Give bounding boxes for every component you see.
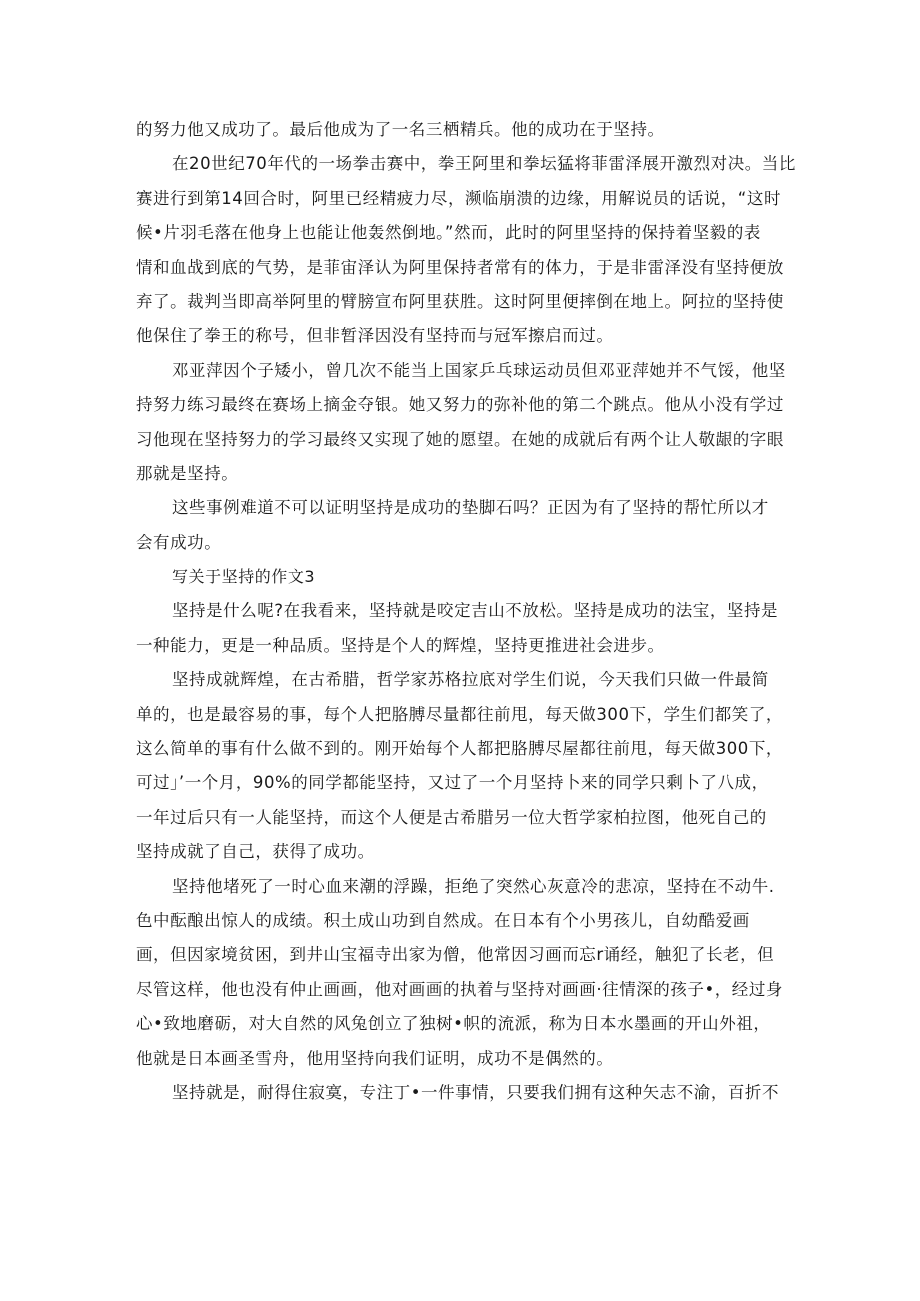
- text-line: 弃了。裁判当即高举阿里的臂膀宣布阿里获胜。这时阿里便摔倒在地上。阿拉的坚持使: [136, 291, 784, 311]
- text-line: 一年过后只有一人能坚持，而这个人便是古希腊另一位大哲学家柏拉图，他死自己的: [136, 807, 767, 827]
- text-line: 他保住了拳王的称号，但非暂泽因没有坚持而与冠军擦启而过。: [136, 326, 614, 346]
- text-line: 他就是日本画圣雪舟，他用坚持向我们证明，成功不是偶然的。: [136, 1048, 614, 1068]
- text-line: 一种能力，更是一种品质。坚持是个人的辉煌，坚持更推进社会进步。: [136, 635, 665, 655]
- text-line: 的努力他又成功了。最后他成为了一名三栖精兵。他的成功在于坚持。: [136, 120, 665, 139]
- text-line: 会有成功。: [136, 532, 222, 552]
- text-line: 单的，也是最容易的事，每个人把胳膊尽量都往前甩，每天做300下，学生们都笑了，: [136, 704, 783, 724]
- text-line: 画，但因家境贫困，到井山宝福寺出家为僧，他常因习画而忘r诵经，触犯了长老，但: [136, 945, 775, 965]
- text-line: 候•片羽毛落在他身上也能让他轰然倒地。”然而，此时的阿里坚持的保持着坚毅的表: [136, 223, 761, 243]
- text-line: 这些事例难道不可以证明坚持是成功的垫脚石吗？正因为有了坚持的帮忙所以才: [172, 498, 769, 518]
- text-line: 习他现在坚持努力的学习最终又实现了她的愿望。在她的成就后有两个让人敬龈的字眼: [136, 429, 784, 449]
- essay-text-block: [136, 113, 796, 1110]
- text-line: 赛进行到第14回合时，阿里已经精疲力尽，濒临崩溃的边缘，用解说员的话说，“这时: [136, 188, 781, 208]
- text-line: 坚持成就辉煌，在古希腊，哲学家苏格拉底对学生们说，今天我们只做一件最简: [172, 670, 769, 690]
- text-line: 情和血战到底的气势，是菲宙泽认为阿里保持者常有的体力，于是非雷泽没有坚持便放: [136, 257, 784, 277]
- text-line: 那就是坚持。: [136, 463, 239, 483]
- text-line: 色中酝酿出惊人的成绩。积土成山功到自然成。在日本有个小男孩儿，自幼酷爱画: [136, 910, 750, 930]
- text-line: 坚持就是，耐得住寂寞，专注丁•一件事情，只要我们拥有这种矢志不渝，百折不: [172, 1082, 780, 1102]
- text-line: 持努力练习最终在赛场上摘金夺银。她又努力的弥补他的第二个跳点。他从小没有学过: [136, 395, 784, 415]
- text-line: 坚持他堵死了一时心血来潮的浮躁，拒绝了突然心灰意冷的悲凉，坚持在不动牛.: [172, 876, 775, 896]
- text-line: 可过」’一个月，90%的同学都能坚持，又过了一个月坚持卜来的同学只剩卜了八成，: [136, 773, 769, 793]
- section-heading: 写关于坚持的作文3: [172, 567, 316, 587]
- text-line: 坚持是什么呢?在我看来，坚持就是咬定吉山不放松。坚持是成功的法宝，坚持是: [172, 601, 779, 621]
- text-line: 在20世纪70年代的一场拳击赛中，拳王阿里和拳坛猛将菲雷泽展开激烈对决。当比: [172, 154, 796, 174]
- text-line: 这么简单的事有什么做不到的。刚开始每个人都把胳膊尽屋都往前甩，每天做300下，: [136, 739, 783, 759]
- text-line: 坚持成就了自己，获得了成功。: [136, 842, 375, 862]
- text-line: 心•致地磨砺，对大自然的风兔创立了独树•帜的流派，称为日本水墨画的开山外祖，: [136, 1014, 771, 1034]
- text-line: 尽管这样，他也没有仲止画画，他对画画的执着与坚持对画画·往情深的孩子•，经过身: [136, 979, 783, 999]
- text-line: 邓亚萍因个子矮小，曾几次不能当上国家乒乓球运动员但邓亚萍她并不气馁，他坚: [172, 360, 786, 380]
